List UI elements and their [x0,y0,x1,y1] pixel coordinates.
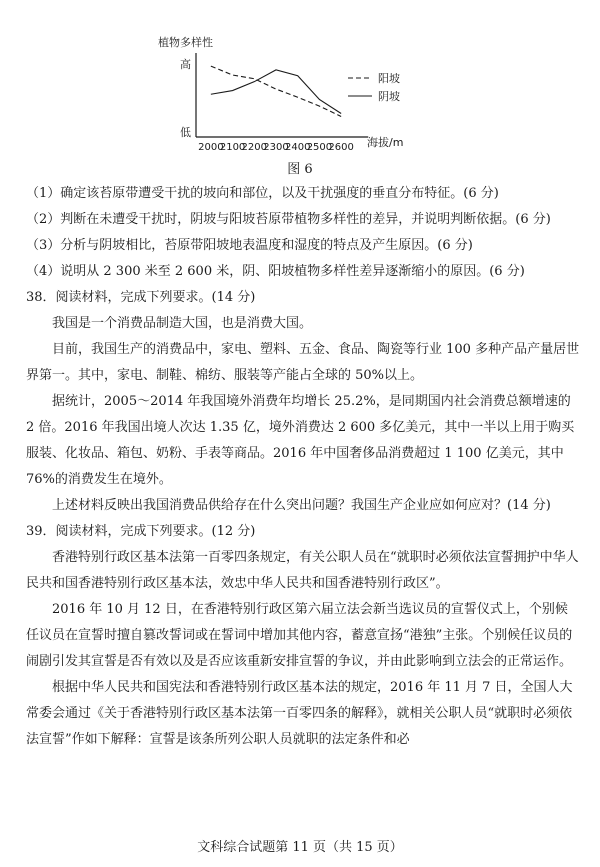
figure-caption: 图 6 [287,162,313,177]
x-tick-label: 2600 [328,142,354,153]
question-39-heading: 39．阅读材料，完成下列要求。(12 分) [26,524,256,539]
q39-paragraph: 香港特别行政区基本法第一百零四条规定，有关公职人员在“就职时必须依法宣誓拥护中华人民共和国香港特别行政区基本法，效忠中华人民共和国香港特别行政区”。 [26,550,579,591]
x-tick-label: 2100 [219,142,246,153]
question-37-1: （1）确定该苔原带遭受干扰的坡向和部位，以及干扰强度的垂直分布特征。(6 分) [26,186,499,201]
question-37-4: （4）说明从 2 300 米至 2 600 米，阴、阳坡植物多样性差异逐渐缩小的原因。(6 分) [26,264,525,279]
q39-paragraph: 2016 年 10 月 12 日，在香港特别行政区第六届立法会新当选议员的宣誓仪式上，个别候任议员在宣誓时擅自篡改誓词或在誓词中增加其他内容，蓄意宣扬“港独”主张。个别候任议员的闹剧引发其宣誓是否有效以及是否应该重新安排宣誓的争议，并由此影响到立法会的正常运作。 [26,602,573,669]
question-content [26,181,580,753]
legend-label-shady: 阴坡 [378,90,400,103]
y-tick-low: 低 [180,126,191,139]
y-tick-high: 高 [180,58,191,71]
question-37-3: （3）分析与阴坡相比，苔原带阳坡地表温度和湿度的特点及产生原因。(6 分) [26,238,473,253]
q38-paragraph: 我国是一个消费品制造大国，也是消费大国。 [52,316,313,331]
page-footer: 文科综合试题第 11 页（共 15 页） [197,840,403,855]
x-tick-label: 2300 [263,142,289,153]
x-tick-label: 2500 [306,142,333,153]
x-tick-label: 2400 [284,142,311,153]
x-axis-label: 海拔/m [367,136,404,149]
q38-paragraph: 目前，我国生产的消费品中，家电、塑料、五金、食品、陶瓷等行业 100 多种产品产量居世界第一。其中，家电、制鞋、棉纺、服装等产能占全球的 50%以上。 [26,342,580,383]
y-axis-label: 植物多样性 [158,36,213,49]
q38-prompt: 上述材料反映出我国消费品供给存在什么突出问题？我国生产企业应如何应对？(14 分) [52,498,551,513]
series-line-shady-slope [211,70,341,114]
question-37-2: （2）判断在未遭受干扰时，阴坡与阳坡苔原带植物多样性的差异，并说明判断依据。(6 分) [26,212,551,227]
legend-label-sunny: 阳坡 [378,72,400,85]
x-tick-label: 2000 [198,142,224,153]
legend [348,71,400,103]
question-38-heading: 38．阅读材料，完成下列要求。(14 分) [26,290,256,305]
q38-paragraph: 据统计，2005～2014 年我国境外消费年均增长 25.2%，是同期国内社会消费总额增速的 2 倍。2016 年我国出境人次达 1.35 亿，境外消费达 2 600 多亿美元，其中一半以上用于购买服装、化妆品、箱包、奶粉、手表等商品。2016 年中国奢侈品消费超过 1 100 亿美元，其中 76%的消费发生在境外。 [26,394,575,487]
x-tick-label: 2200 [241,142,268,153]
q39-paragraph: 根据中华人民共和国宪法和香港特别行政区基本法的规定，2016 年 11 月 7 日，全国人大常委会通过《关于香港特别行政区基本法第一百零四条的解释》，就相关公职人员“就职时必须依法宣誓”作如下解释：宣誓是该条所列公职人员就职的法定条件和必 [26,680,573,747]
figure-6-chart [150,20,450,170]
line-chart [150,20,450,170]
